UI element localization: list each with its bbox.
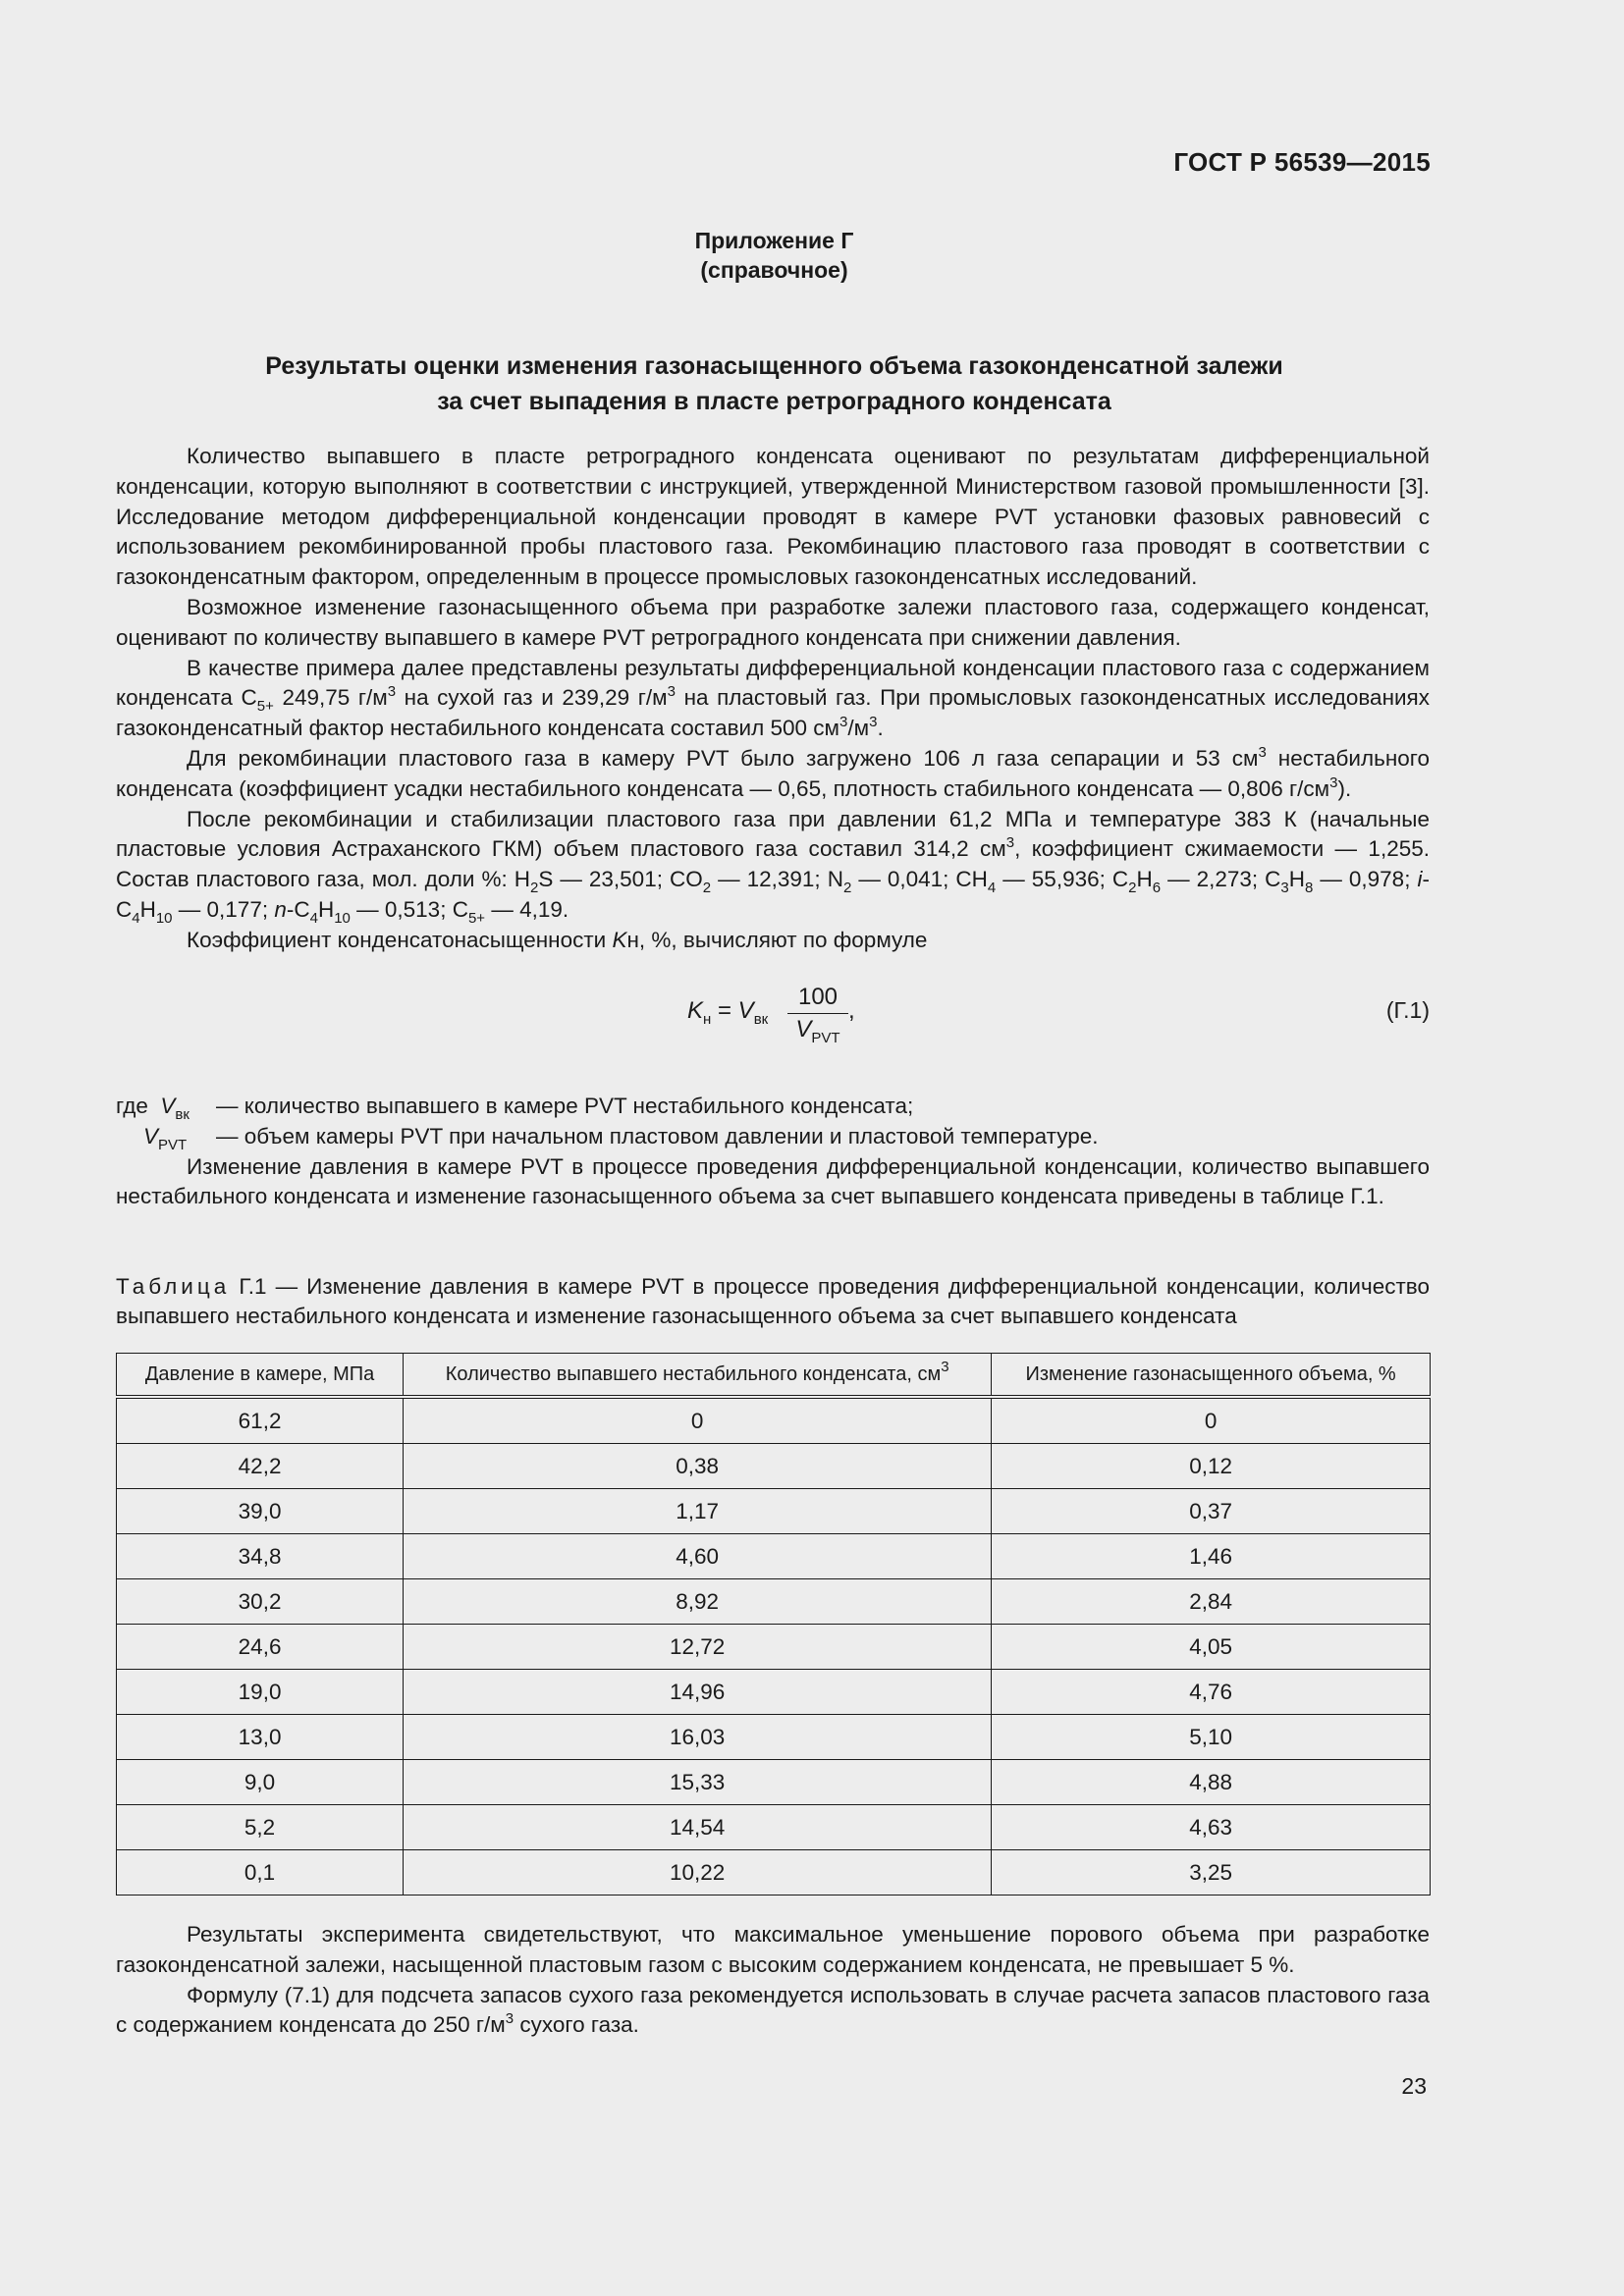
formula-comma: , (848, 997, 855, 1024)
paragraph-6: Коэффициент конденсатонасыщенности Kн, %, вычисляют по формуле (187, 927, 928, 952)
paragraph-8: Результаты эксперимента свидетельствуют, что максимальное уменьшение порового объема при разработке газоконденсатной залежи, насыщенной пластовым газом с высоким содержанием конденсата, не превышает 5 %. (116, 1922, 1430, 1977)
page-number: 23 (1401, 2073, 1427, 2099)
cell-pressure: 30,2 (117, 1579, 404, 1625)
table-row (117, 1850, 1431, 1896)
cell-condensate: 4,60 (404, 1534, 992, 1579)
cell-pressure: 19,0 (117, 1670, 404, 1715)
standard-code: ГОСТ Р 56539—2015 (1173, 147, 1431, 177)
table-row (117, 1489, 1431, 1534)
cell-volume-change: 1,46 (992, 1534, 1431, 1579)
definition-vvk: где $V_{вк}$ — количество выпавшего в камере PVT нестабильного конденсата; (116, 1094, 914, 1123)
cell-volume-change: 4,63 (992, 1805, 1431, 1850)
cell-pressure: 24,6 (117, 1625, 404, 1670)
appendix-subtitle: (справочное) (700, 257, 848, 283)
header-pressure: Давление в камере, МПа (117, 1354, 404, 1398)
cell-pressure: 42,2 (117, 1444, 404, 1489)
formula-denominator: $V_{PVT}$ (795, 1016, 840, 1046)
table-row (117, 1397, 1431, 1444)
cell-volume-change: 4,05 (992, 1625, 1431, 1670)
header-condensate: Количество выпавшего нестабильного конденсата, $см^3$ (404, 1354, 992, 1398)
cell-volume-change: 5,10 (992, 1715, 1431, 1760)
cell-condensate: 1,17 (404, 1489, 992, 1534)
cell-condensate: 10,22 (404, 1850, 992, 1896)
formula-lhs: $K_н = V_{вк}$ (687, 997, 769, 1028)
cell-volume-change: 4,88 (992, 1760, 1431, 1805)
formula-fraction (787, 984, 848, 1046)
appendix-heading (0, 226, 1548, 285)
cell-condensate: 14,54 (404, 1805, 992, 1850)
title-line-2: за счет выпадения в пласте ретроградного конденсата (437, 388, 1111, 415)
paragraph-7: Изменение давления в камере PVT в процессе проведения дифференциальной конденсации, количество выпавшего нестабильного конденсата и изменение газонасыщенного объема за счет выпавшего конденсата приведены в таблице Г.1. (116, 1153, 1430, 1209)
cell-pressure: 13,0 (117, 1715, 404, 1760)
cell-pressure: 39,0 (117, 1489, 404, 1534)
paragraph-9: Формулу (7.1) для подсчета запасов сухого газа рекомендуется использовать в случае расчета запасов пластового газа с содержанием конденсата до 250 $г/м^3$ сухого газа. (116, 1982, 1430, 2038)
table-caption: Таблица Г.1 — Изменение давления в камере PVT в процессе проведения дифференциальной конденсации, количество выпавшего нестабильного конденсата и изменение газонасыщенного объема за счет выпавшего конденсата (116, 1274, 1430, 1328)
definition-vpvt: $V_{PVT}$ — объем камеры PVT при начальном пластовом давлении и пластовой температуре. (143, 1123, 1099, 1153)
cell-pressure: 0,1 (117, 1850, 404, 1896)
table-row (117, 1534, 1431, 1579)
cell-condensate: 0,38 (404, 1444, 992, 1489)
appendix-title: Приложение Г (694, 228, 854, 253)
table-row (117, 1625, 1431, 1670)
table-header-row (117, 1354, 1431, 1398)
cell-volume-change: 4,76 (992, 1670, 1431, 1715)
table-row (117, 1715, 1431, 1760)
cell-volume-change: 0 (992, 1397, 1431, 1444)
table-row (117, 1760, 1431, 1805)
cell-pressure: 61,2 (117, 1397, 404, 1444)
formula-definitions (116, 1092, 1430, 1212)
cell-condensate: 0 (404, 1397, 992, 1444)
closing-text (116, 1920, 1430, 2041)
cell-condensate: 12,72 (404, 1625, 992, 1670)
cell-condensate: 16,03 (404, 1715, 992, 1760)
formula-numerator: 100 (787, 984, 848, 1014)
paragraph-3: В качестве примера далее представлены результаты дифференциальной конденсации пластового газа с содержанием конденсата $С_{5+}$ 249,75 $г/м^3$ на сухой газ и 239,29 $г/м^3$ на пластовый газ. При промысловых газоконденсатных исследованиях газоконденсатный фактор нестабильного конденсата составил 500 $см^3/м^3$. (116, 655, 1430, 741)
cell-pressure: 9,0 (117, 1760, 404, 1805)
cell-condensate: 15,33 (404, 1760, 992, 1805)
paragraph-5: После рекомбинации и стабилизации пластового газа при давлении 61,2 МПа и температуре 383 К (начальные пластовые условия Астраханского ГКМ) объем пластового газа составил 314,2 $см^3$, коэффициент сжимаемости — 1,255. Состав пластового газа, мол. доли %: $H_2S$ — 23,501; $CO_2$ — 12,391; $N_2$ — 0,041; $CH_4$ — 55,936; $C_2H_6$ — 2,273; $C_3H_8$ — 0,978; $i-C_4H_{10}$ — 0,177; $n-C_4H_{10}$ — 0,513; $C_{5+}$ — 4,19. (116, 806, 1430, 927)
cell-pressure: 34,8 (117, 1534, 404, 1579)
cell-condensate: 8,92 (404, 1579, 992, 1625)
table-row (117, 1579, 1431, 1625)
title-line-1: Результаты оценки изменения газонасыщенного объема газоконденсатной залежи (265, 352, 1283, 380)
cell-volume-change: 2,84 (992, 1579, 1431, 1625)
cell-pressure: 5,2 (117, 1805, 404, 1850)
formula-number: (Г.1) (1385, 997, 1430, 1023)
data-table (116, 1353, 1431, 1896)
paragraph-1: Количество выпавшего в пласте ретроградного конденсата оценивают по результатам дифференциальной конденсации, которую выполняют в соответствии с инструкцией, утвержденной Министерством газовой промышленности [3]. Исследование методом дифференциальной конденсации проводят в камере PVT установки фазовых равновесий с использованием рекомбинированной пробы пластового газа. Рекомбинацию пластового газа проводят в соответствии с газоконденсатным фактором, определенным в процессе промысловых газоконденсатных исследований. (116, 444, 1430, 590)
cell-volume-change: 0,37 (992, 1489, 1431, 1534)
header-volume-change: Изменение газонасыщенного объема, % (992, 1354, 1431, 1398)
paragraph-4: Для рекомбинации пластового газа в камеру PVT было загружено 106 л газа сепарации и 53 $см^3$ нестабильного конденсата (коэффициент усадки нестабильного конденсата — 0,65, плотность стабильного конденсата — 0,806 $г/см^3$). (116, 743, 1430, 801)
cell-volume-change: 0,12 (992, 1444, 1431, 1489)
intro-text (116, 442, 1430, 956)
page-title (0, 348, 1548, 419)
paragraph-2: Возможное изменение газонасыщенного объема при разработке залежи пластового газа, содержащего конденсат, оценивают по количеству выпавшего в камере PVT ретроградного конденсата при снижении давления. (116, 594, 1430, 650)
table-row (117, 1444, 1431, 1489)
cell-condensate: 14,96 (404, 1670, 992, 1715)
cell-volume-change: 3,25 (992, 1850, 1431, 1896)
table-row (117, 1670, 1431, 1715)
table-row (117, 1805, 1431, 1850)
